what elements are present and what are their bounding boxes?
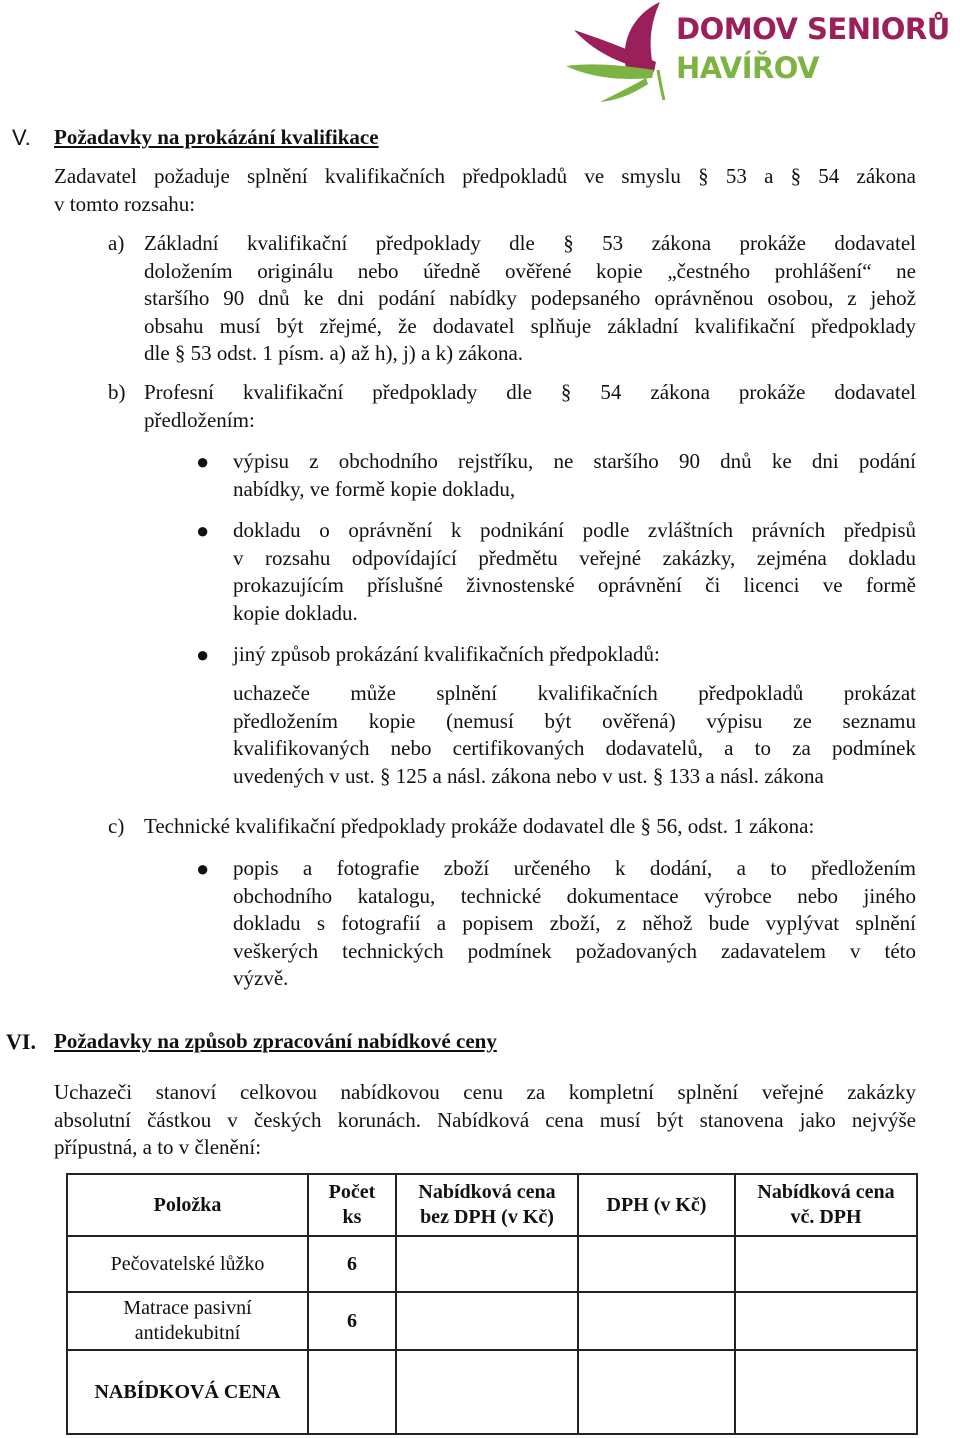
cell-item: Pečovatelské lůžko — [67, 1236, 308, 1292]
bullet-icon: ● — [196, 518, 210, 543]
section-number: VI. — [6, 1029, 36, 1054]
text-line: Základní kvalifikační předpoklady dle § 53 zákona prokáže dodavatel — [144, 231, 916, 255]
text-line: doložením originálu nebo úředně ověřené kopie „čestného prohlášení“ ne — [144, 258, 916, 283]
text-line: nabídky, ve formě kopie dokladu, — [233, 476, 516, 501]
text-line: kopie dokladu. — [233, 600, 358, 625]
table-total-row — [67, 1350, 917, 1434]
cell-price-gross[interactable] — [735, 1350, 917, 1434]
bullet-icon: ● — [196, 856, 210, 881]
table-header-row — [67, 1174, 917, 1236]
cell-count — [308, 1350, 396, 1434]
text-line: uchazeče může splnění kvalifikačních předpokladů prokázat — [233, 681, 916, 705]
section-intro — [54, 1079, 916, 1162]
list-marker: a) — [108, 231, 125, 255]
text-line: kvalifikovaných nebo certifikovaných dodavatelů, a to za podmínek — [233, 736, 916, 760]
text-line: Technické kvalifikační předpoklady prokáže dodavatel dle § 56, odst. 1 zákona: — [144, 814, 815, 838]
text-line: v rozsahu odpovídající předmětu veřejné zakázky, zejména dokladu — [233, 545, 916, 570]
sub-paragraph — [233, 680, 916, 790]
cell-price-gross[interactable] — [735, 1292, 917, 1350]
logo-title: DOMOV SENIORŮ — [676, 12, 950, 46]
logo-subtitle: HAVÍŘOV — [676, 51, 820, 85]
text-line: dokladu s fotografií a popisem zboží, z něhož bude vyplývat splnění — [233, 911, 916, 935]
cell-vat[interactable] — [578, 1236, 735, 1292]
header-vat: DPH (v Kč) — [578, 1174, 735, 1236]
text-line: jiný způsob prokázání kvalifikačních předpokladů: — [233, 642, 660, 666]
text-line: uvedených v ust. § 125 a násl. zákona nebo v ust. § 133 a násl. zákona — [233, 763, 824, 788]
bullet-icon: ● — [196, 449, 210, 474]
cell-count: 6 — [308, 1292, 396, 1350]
cell-vat[interactable] — [578, 1292, 735, 1350]
text-line: obchodního katalogu, technické dokumentace výrobce nebo jiného — [233, 883, 916, 908]
section-intro — [54, 163, 916, 218]
text-line: Profesní kvalifikační předpoklady dle § 54 zákona prokáže dodavatel — [144, 380, 916, 404]
cell-total-label: NABÍDKOVÁ CENA — [67, 1350, 308, 1434]
cell-price-net[interactable] — [396, 1292, 578, 1350]
text-line: přípustná, a to v členění: — [54, 1135, 262, 1159]
bullet-item — [233, 641, 916, 669]
table-row — [67, 1236, 917, 1292]
bullet-icon: ● — [196, 642, 210, 667]
section-number: V. — [12, 125, 31, 150]
text-line: prokazujícím příslušné živnostenské oprávnění či licenci ve formě — [233, 573, 916, 597]
bullet-item — [233, 448, 916, 503]
text-line: Uchazeči stanoví celkovou nabídkovou cenu za kompletní splnění veřejné zakázky — [54, 1080, 916, 1104]
table-row — [67, 1292, 917, 1350]
list-item-a — [144, 230, 916, 368]
text-line: dokladu o oprávnění k podnikání podle zvláštních právních předpisů — [233, 518, 916, 542]
text-line: výzvě. — [233, 966, 289, 990]
bullet-item — [233, 517, 916, 627]
text-line: absolutní částkou v českých korunách. Nabídková cena musí být stanovena jako nejvýše — [54, 1107, 916, 1132]
list-item-c — [144, 813, 916, 841]
text-line: Zadavatel požaduje splnění kvalifikačních předpokladů ve smyslu § 53 a § 54 zákona — [54, 164, 916, 188]
cell-price-net[interactable] — [396, 1236, 578, 1292]
text-line: dle § 53 odst. 1 písm. a) až h), j) a k) zákona. — [144, 341, 524, 365]
price-table — [66, 1173, 918, 1435]
section-title: Požadavky na prokázání kvalifikace — [54, 125, 379, 149]
cell-price-net[interactable] — [396, 1350, 578, 1434]
cell-count: 6 — [308, 1236, 396, 1292]
section-title: Požadavky na způsob zpracování nabídkové ceny — [54, 1029, 497, 1053]
list-marker: b) — [108, 380, 126, 404]
bullet-item — [233, 855, 916, 993]
cell-price-gross[interactable] — [735, 1236, 917, 1292]
text-line: v tomto rozsahu: — [54, 191, 196, 216]
header-item: Položka — [67, 1174, 308, 1236]
header-price-net: Nabídková cena bez DPH (v Kč) — [396, 1174, 578, 1236]
list-marker: c) — [108, 814, 125, 838]
text-line: obsahu musí být zřejmé, že dodavatel splňuje základní kvalifikační předpoklady — [144, 313, 916, 338]
header-price-gross: Nabídková cena vč. DPH — [735, 1174, 917, 1236]
text-line: předložením kopie (nemusí být ověřená) výpisu ze seznamu — [233, 708, 916, 733]
cell-item: Matrace pasivní antidekubitní — [67, 1292, 308, 1350]
text-line: veškerých technických podmínek požadovaných zadavatelem v této — [233, 938, 916, 963]
text-line: staršího 90 dnů ke dni podání nabídky podepsaného oprávněnou osobou, z jehož — [144, 286, 916, 310]
list-item-b — [144, 379, 916, 434]
text-line: výpisu z obchodního rejstříku, ne staršího 90 dnů ke dni podání — [233, 449, 916, 473]
text-line: předložením: — [144, 407, 255, 432]
cell-vat[interactable] — [578, 1350, 735, 1434]
text-line: popis a fotografie zboží určeného k dodání, a to předložením — [233, 856, 916, 880]
header-count: Počet ks — [308, 1174, 396, 1236]
